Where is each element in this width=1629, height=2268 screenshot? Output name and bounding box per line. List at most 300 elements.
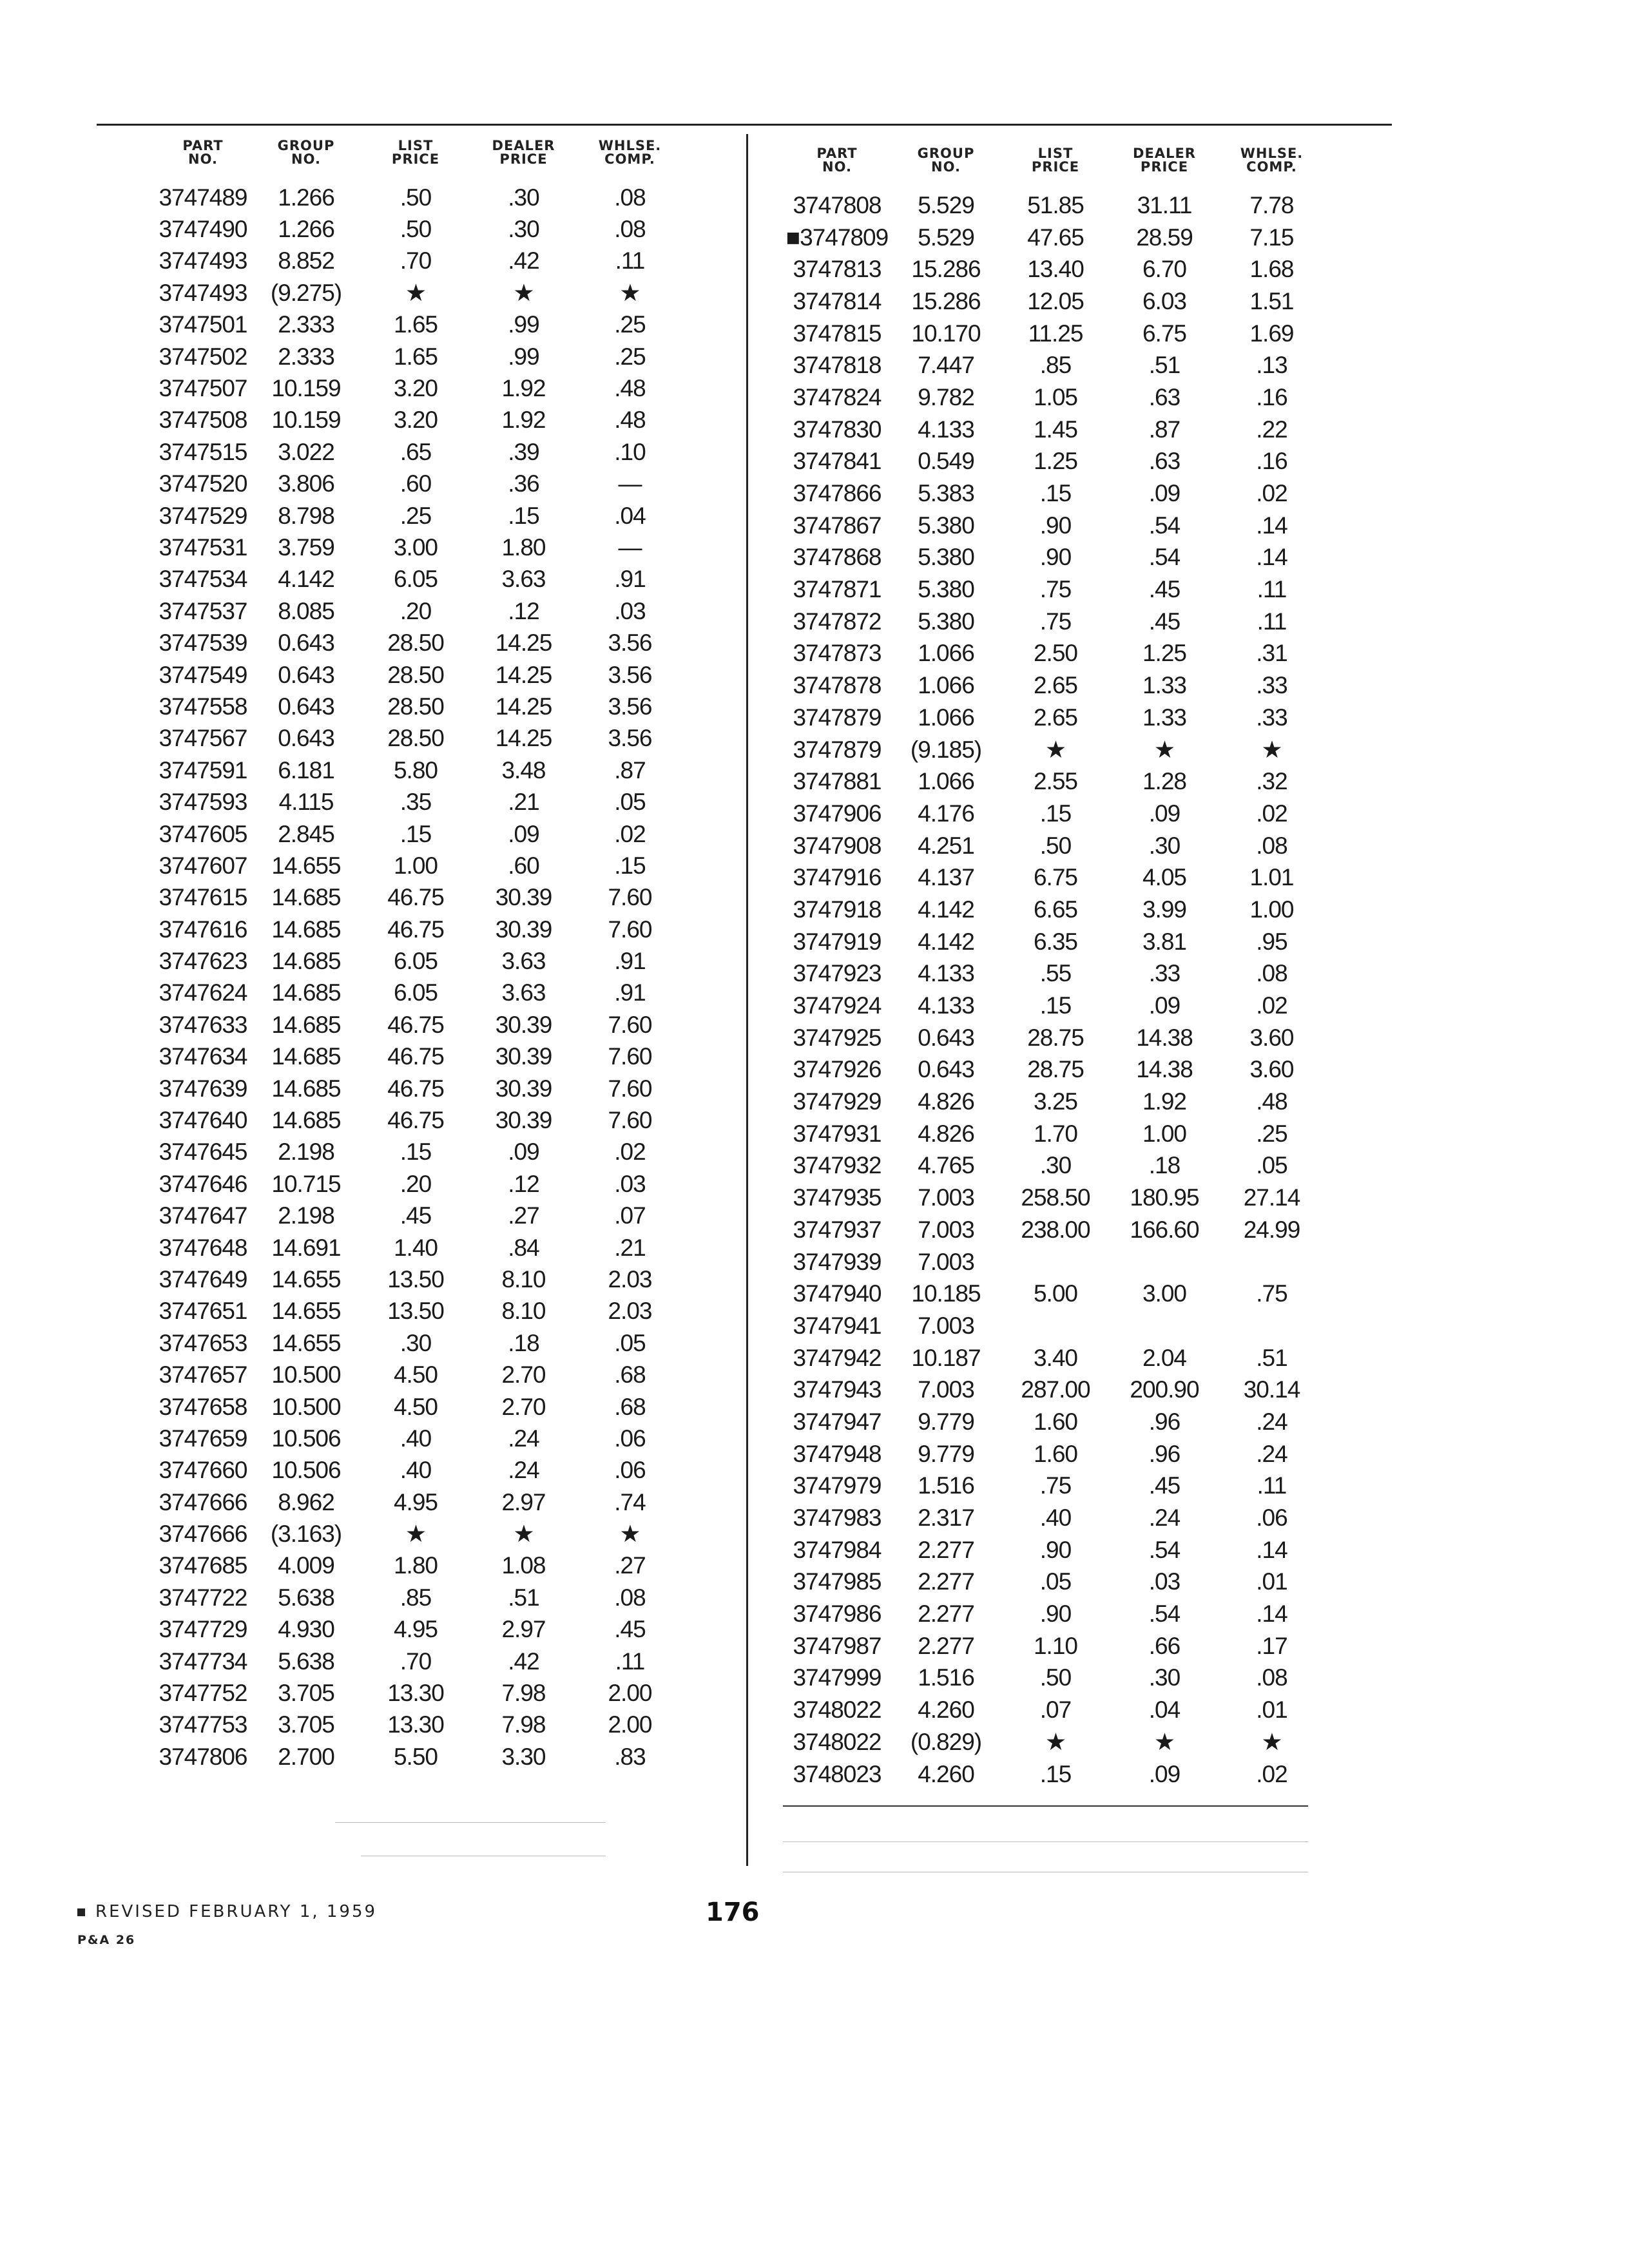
cell-list-price: .75 [1039, 1472, 1072, 1499]
table-row [783, 1214, 1325, 1246]
cell-group-no: 7.447 [918, 352, 974, 379]
table-row [155, 1486, 683, 1518]
cell-whlse-comp: .21 [614, 1234, 646, 1261]
table-row [783, 1502, 1325, 1534]
cell-dealer-price: 6.75 [1142, 320, 1186, 347]
cell-dealer-price: .51 [1148, 352, 1181, 379]
cell-part-no: 3747623 [159, 948, 247, 975]
cell-whlse-comp: 3.60 [1249, 1024, 1294, 1051]
cell-part-no: 3747753 [159, 1711, 247, 1738]
cell-group-no: (0.829) [910, 1728, 982, 1755]
cell-whlse-comp: .91 [614, 979, 646, 1006]
cell-whlse-comp: .04 [614, 502, 646, 529]
cell-dealer-price: .04 [1148, 1696, 1181, 1724]
cell-whlse-comp: .11 [615, 247, 645, 274]
faint-rule [335, 1822, 606, 1823]
cell-group-no: 15.286 [911, 256, 981, 283]
cell-part-no: 3747734 [159, 1648, 247, 1675]
cell-part-no: 3747520 [159, 470, 247, 497]
cell-whlse-comp: ★ [619, 1521, 641, 1548]
cell-whlse-comp: .83 [614, 1743, 646, 1770]
cell-part-no: 3747924 [793, 992, 882, 1019]
cell-dealer-price: 1.00 [1142, 1120, 1186, 1147]
cell-part-no: 3747666 [159, 1488, 247, 1515]
cell-group-no: 1.066 [918, 768, 974, 795]
cell-list-price: .30 [1039, 1152, 1072, 1179]
cell-dealer-price: .15 [508, 502, 539, 529]
header-part-no: PART NO. [816, 146, 858, 175]
cell-list-price: 28.50 [387, 629, 444, 657]
cell-dealer-price: 1.80 [501, 533, 546, 561]
cell-whlse-comp: .17 [1256, 1632, 1287, 1659]
cell-list-price: 6.75 [1033, 864, 1077, 891]
header-dealer-price: DEALER PRICE [1133, 146, 1196, 175]
table-row [155, 1168, 683, 1200]
cell-list-price: 6.65 [1033, 896, 1077, 923]
cell-whlse-comp: 30.14 [1243, 1376, 1300, 1403]
table-row [783, 1534, 1325, 1566]
cell-whlse-comp: — [618, 533, 642, 561]
cell-part-no: 3747999 [793, 1664, 882, 1691]
cell-part-no: 3747818 [793, 352, 882, 379]
cell-part-no: 3748023 [793, 1760, 882, 1787]
cell-group-no: 10.500 [271, 1361, 341, 1389]
cell-group-no: 10.185 [911, 1280, 981, 1307]
cell-part-no: 3747515 [159, 438, 247, 465]
cell-part-no: 3747490 [159, 216, 247, 243]
cell-group-no: 10.500 [271, 1393, 341, 1420]
cell-part-no: 3747813 [793, 256, 882, 283]
cell-group-no: 3.806 [278, 470, 334, 497]
cell-part-no: 3747489 [159, 184, 247, 211]
cell-group-no: 8.852 [278, 247, 334, 274]
cell-group-no: 14.655 [271, 1265, 341, 1293]
cell-group-no: 10.506 [271, 1457, 341, 1484]
cell-part-no: 3747873 [793, 640, 882, 667]
table-row [783, 894, 1325, 926]
cell-part-no: 3747549 [159, 661, 247, 688]
cell-dealer-price: 1.92 [1142, 1088, 1186, 1115]
cell-dealer-price: .63 [1148, 383, 1181, 410]
cell-part-no: 3747916 [793, 864, 882, 891]
cell-part-no: ■3747809 [786, 224, 889, 251]
cell-group-no: 6.181 [278, 756, 334, 783]
table-row [155, 691, 683, 722]
cell-list-price: .15 [1039, 1760, 1072, 1787]
cell-dealer-price: ★ [1153, 1728, 1175, 1755]
cell-dealer-price: 1.33 [1142, 672, 1186, 699]
cell-list-price: .85 [400, 1584, 432, 1611]
cell-part-no: 3747666 [159, 1521, 247, 1548]
cell-part-no: 3747648 [159, 1234, 247, 1261]
cell-dealer-price: .36 [508, 470, 539, 497]
cell-list-price: .50 [400, 184, 432, 211]
cell-whlse-comp: .08 [1256, 1664, 1287, 1691]
cell-dealer-price: .39 [508, 438, 539, 465]
cell-dealer-price: .24 [1148, 1504, 1181, 1532]
cell-dealer-price: 200.90 [1130, 1376, 1199, 1403]
cell-whlse-comp: .01 [1256, 1568, 1287, 1595]
cell-group-no: 14.655 [271, 1329, 341, 1356]
cell-whlse-comp: 3.56 [608, 725, 652, 752]
cell-list-price: 1.60 [1033, 1408, 1077, 1435]
cell-list-price: .25 [400, 502, 432, 529]
cell-part-no: 3747830 [793, 416, 882, 443]
cell-list-price: 51.85 [1027, 191, 1084, 218]
cell-part-no: 3747906 [793, 800, 882, 827]
top-rule [97, 124, 1392, 126]
cell-dealer-price: .42 [508, 1648, 539, 1675]
cell-group-no: 10.715 [271, 1170, 341, 1197]
cell-group-no: 4.251 [918, 832, 974, 859]
cell-group-no: 4.142 [918, 896, 974, 923]
cell-dealer-price: .45 [1148, 576, 1181, 603]
cell-whlse-comp: ★ [1261, 736, 1282, 763]
cell-whlse-comp: .11 [1257, 608, 1287, 635]
cell-group-no: 1.066 [918, 704, 974, 731]
cell-list-price: .45 [400, 1202, 432, 1229]
cell-dealer-price: 28.59 [1136, 224, 1193, 251]
cell-whlse-comp: .08 [614, 1584, 646, 1611]
table-row [783, 1694, 1325, 1726]
cell-dealer-price: 3.99 [1142, 896, 1186, 923]
cell-list-price: 1.60 [1033, 1440, 1077, 1467]
left-price-table [155, 139, 683, 1773]
cell-part-no: 3747646 [159, 1170, 247, 1197]
cell-group-no: 4.133 [918, 960, 974, 987]
cell-dealer-price: .96 [1148, 1440, 1181, 1467]
cell-list-price: .15 [400, 820, 432, 847]
cell-dealer-price: 14.38 [1136, 1024, 1193, 1051]
cell-part-no: 3748022 [793, 1696, 882, 1724]
cell-part-no: 3747943 [793, 1376, 882, 1403]
header-list-price: LIST PRICE [391, 138, 440, 167]
cell-dealer-price: .09 [508, 1139, 539, 1166]
cell-group-no: 14.685 [271, 1107, 341, 1134]
cell-list-price: 2.65 [1033, 672, 1077, 699]
cell-list-price: .90 [1039, 1600, 1072, 1628]
cell-part-no: 3747806 [159, 1743, 247, 1770]
cell-list-price: 2.50 [1033, 640, 1077, 667]
cell-dealer-price: 6.70 [1142, 256, 1186, 283]
cell-dealer-price: 31.11 [1137, 191, 1192, 218]
cell-whlse-comp: .91 [614, 948, 646, 975]
cell-whlse-comp: .25 [614, 343, 646, 370]
cell-list-price: 47.65 [1027, 224, 1084, 251]
cell-list-price: 1.40 [393, 1234, 438, 1261]
cell-whlse-comp: .48 [614, 375, 646, 402]
cell-list-price: 6.05 [393, 566, 438, 593]
cell-dealer-price: .87 [1148, 416, 1181, 443]
cell-whlse-comp: .22 [1256, 416, 1287, 443]
cell-group-no: 4.133 [918, 992, 974, 1019]
cell-group-no: 2.333 [278, 311, 334, 338]
cell-dealer-price: .96 [1148, 1408, 1181, 1435]
cell-list-price: .50 [1039, 832, 1072, 859]
header-whlse-comp: WHLSE. COMP. [598, 138, 662, 167]
cell-list-price: 1.25 [1033, 448, 1077, 475]
cell-list-price: 13.50 [387, 1265, 444, 1293]
cell-part-no: 3747501 [159, 311, 247, 338]
cell-part-no: 3747935 [793, 1184, 882, 1211]
table-row [783, 1086, 1325, 1118]
table-row [783, 669, 1325, 702]
form-code: P&A 26 [77, 1933, 136, 1947]
cell-whlse-comp: .95 [1256, 928, 1287, 955]
cell-whlse-comp: .51 [1256, 1344, 1287, 1371]
cell-group-no: 4.142 [918, 928, 974, 955]
cell-list-price: 287.00 [1021, 1376, 1090, 1403]
cell-dealer-price: .63 [1148, 448, 1181, 475]
cell-part-no: 3747986 [793, 1600, 882, 1628]
cell-part-no: 3747651 [159, 1298, 247, 1325]
table-row [155, 1614, 683, 1646]
cell-whlse-comp: .08 [614, 216, 646, 243]
cell-list-price: 28.50 [387, 693, 444, 720]
header-whlse-comp: WHLSE. COMP. [1240, 146, 1304, 175]
cell-dealer-price: 2.97 [501, 1488, 546, 1515]
cell-group-no: 14.685 [271, 916, 341, 943]
cell-group-no: 10.159 [271, 407, 341, 434]
table-row [155, 1709, 683, 1741]
cell-list-price: .65 [400, 438, 432, 465]
table-row [155, 564, 683, 595]
cell-dealer-price: .09 [1148, 480, 1181, 507]
cell-part-no: 3747567 [159, 725, 247, 752]
cell-whlse-comp: ★ [1261, 1728, 1282, 1755]
table-row [783, 1022, 1325, 1054]
table-row [783, 446, 1325, 478]
table-row [155, 818, 683, 850]
table-row [783, 638, 1325, 670]
table-row [783, 1758, 1325, 1791]
cell-group-no: 2.277 [918, 1536, 974, 1563]
cell-group-no: 14.655 [271, 852, 341, 879]
cell-whlse-comp: .45 [614, 1616, 646, 1643]
header-group-no: GROUP NO. [917, 146, 975, 175]
cell-whlse-comp: 2.03 [608, 1298, 652, 1325]
cell-dealer-price: .09 [1148, 992, 1181, 1019]
cell-dealer-price: .45 [1148, 1472, 1181, 1499]
cell-part-no: 3747815 [793, 320, 882, 347]
header-part-no: PART NO. [182, 138, 224, 167]
cell-list-price: .75 [1039, 576, 1072, 603]
cell-list-price: .70 [400, 247, 432, 274]
cell-group-no: 7.003 [918, 1312, 974, 1339]
table-row [155, 309, 683, 341]
cell-part-no: 3747502 [159, 343, 247, 370]
cell-group-no: 4.826 [918, 1088, 974, 1115]
cell-group-no: 7.003 [918, 1376, 974, 1403]
cell-part-no: 3747685 [159, 1552, 247, 1579]
cell-whlse-comp: 24.99 [1243, 1216, 1300, 1243]
cell-part-no: 3747808 [793, 191, 882, 218]
table-row [783, 542, 1325, 574]
cell-whlse-comp: 3.60 [1249, 1056, 1294, 1083]
cell-list-price: .90 [1039, 1536, 1072, 1563]
table-row [155, 468, 683, 500]
cell-list-price: 11.25 [1028, 320, 1083, 347]
table-row [155, 1200, 683, 1232]
cell-group-no: 10.159 [271, 375, 341, 402]
table-row [155, 1104, 683, 1136]
table-row [155, 1073, 683, 1104]
cell-part-no: 3747931 [793, 1120, 882, 1147]
cell-part-no: 3747878 [793, 672, 882, 699]
table-row [155, 1550, 683, 1582]
cell-whlse-comp: .25 [614, 311, 646, 338]
cell-group-no: 14.655 [271, 1298, 341, 1325]
cell-dealer-price: .09 [508, 820, 539, 847]
table-row [155, 627, 683, 658]
cell-part-no: 3747660 [159, 1457, 247, 1484]
cell-dealer-price: 8.10 [501, 1298, 546, 1325]
cell-group-no: 14.685 [271, 1011, 341, 1038]
cell-whlse-comp: 2.00 [608, 1711, 652, 1738]
table-row [783, 830, 1325, 862]
cell-whlse-comp: 2.00 [608, 1680, 652, 1707]
cell-whlse-comp: .10 [614, 438, 646, 465]
header-group-no: GROUP NO. [277, 138, 335, 167]
cell-dealer-price: .51 [508, 1584, 539, 1611]
table-row [155, 182, 683, 213]
cell-dealer-price: 2.70 [501, 1393, 546, 1420]
cell-dealer-price: .54 [1148, 544, 1181, 571]
cell-part-no: 3747867 [793, 512, 882, 539]
cell-whlse-comp: .02 [1256, 992, 1287, 1019]
cell-part-no: 3747824 [793, 383, 882, 410]
cell-list-price: 1.45 [1033, 416, 1077, 443]
cell-dealer-price: .60 [508, 852, 539, 879]
cell-group-no: 7.003 [918, 1216, 974, 1243]
cell-part-no: 3747645 [159, 1139, 247, 1166]
cell-group-no: 5.638 [278, 1584, 334, 1611]
cell-dealer-price: 30.39 [495, 1043, 552, 1070]
cell-group-no: 0.643 [278, 693, 334, 720]
table-row [155, 754, 683, 786]
cell-dealer-price: .27 [508, 1202, 539, 1229]
cell-whlse-comp: 3.56 [608, 661, 652, 688]
cell-part-no: 3747508 [159, 407, 247, 434]
cell-dealer-price: 1.08 [501, 1552, 546, 1579]
cell-list-price: .40 [1039, 1504, 1072, 1532]
cell-list-price: .50 [400, 216, 432, 243]
cell-dealer-price: 166.60 [1130, 1216, 1199, 1243]
cell-group-no: 10.187 [911, 1344, 981, 1371]
cell-whlse-comp: .25 [1256, 1120, 1287, 1147]
table-row [155, 659, 683, 691]
cell-part-no: 3747591 [159, 756, 247, 783]
cell-whlse-comp: .14 [1256, 1600, 1287, 1628]
cell-dealer-price: 30.39 [495, 1107, 552, 1134]
cell-list-price: 46.75 [387, 1075, 444, 1102]
cell-group-no: 4.137 [918, 864, 974, 891]
cell-whlse-comp: .03 [614, 597, 646, 624]
cell-group-no: 1.516 [918, 1472, 974, 1499]
table-row [783, 189, 1325, 222]
cell-group-no: 1.266 [278, 184, 334, 211]
table-row [783, 318, 1325, 350]
cell-whlse-comp: ★ [619, 279, 641, 306]
cell-group-no: 3.705 [278, 1680, 334, 1707]
cell-group-no: 1.066 [918, 672, 974, 699]
cell-dealer-price: .09 [1148, 1760, 1181, 1787]
cell-part-no: 3747984 [793, 1536, 882, 1563]
cell-dealer-price: .30 [508, 184, 539, 211]
cell-group-no: 10.506 [271, 1425, 341, 1452]
cell-part-no: 3747493 [159, 279, 247, 306]
cell-part-no: 3747529 [159, 502, 247, 529]
table-row [783, 349, 1325, 381]
cell-part-no: 3747593 [159, 789, 247, 816]
cell-group-no: 14.685 [271, 1075, 341, 1102]
cell-dealer-price: .45 [1148, 608, 1181, 635]
right-table-header [783, 147, 1325, 189]
table-row [155, 1327, 683, 1359]
table-row [155, 1296, 683, 1327]
revised-marker-icon [77, 1908, 85, 1916]
table-row [155, 405, 683, 436]
cell-group-no: 4.115 [278, 789, 334, 816]
cell-whlse-comp: .75 [1256, 1280, 1287, 1307]
cell-whlse-comp: .02 [1256, 1760, 1287, 1787]
cell-part-no: 3747948 [793, 1440, 882, 1467]
right-price-table [783, 147, 1325, 1790]
cell-dealer-price: 2.70 [501, 1361, 546, 1389]
cell-dealer-price: ★ [513, 279, 534, 306]
cell-list-price: 6.05 [393, 948, 438, 975]
cell-part-no: 3747624 [159, 979, 247, 1006]
table-row [155, 1741, 683, 1773]
cell-list-price: ★ [405, 1521, 427, 1548]
cell-whlse-comp: 27.14 [1243, 1184, 1300, 1211]
cell-whlse-comp: .32 [1256, 768, 1287, 795]
cell-dealer-price: 14.25 [495, 661, 552, 688]
table-row [783, 1630, 1325, 1662]
cell-group-no: 5.529 [918, 224, 974, 251]
cell-part-no: 3747985 [793, 1568, 882, 1595]
cell-part-no: 3747657 [159, 1361, 247, 1389]
cell-list-price: 1.00 [393, 852, 438, 879]
cell-dealer-price: 180.95 [1130, 1184, 1199, 1211]
table-row [155, 1232, 683, 1264]
cell-list-price: 28.50 [387, 725, 444, 752]
cell-list-price: 46.75 [387, 1043, 444, 1070]
table-row [783, 1566, 1325, 1599]
cell-whlse-comp: .33 [1256, 672, 1287, 699]
cell-dealer-price: 30.39 [495, 1075, 552, 1102]
cell-list-price: 258.50 [1021, 1184, 1090, 1211]
table-row [783, 573, 1325, 606]
table-row [783, 765, 1325, 798]
table-row [783, 990, 1325, 1022]
cell-part-no: 3747987 [793, 1632, 882, 1659]
cell-part-no: 3747722 [159, 1584, 247, 1611]
cell-dealer-price: 30.39 [495, 1011, 552, 1038]
cell-dealer-price: 4.05 [1142, 864, 1186, 891]
cell-dealer-price: ★ [513, 1521, 534, 1548]
table-row [783, 253, 1325, 285]
cell-whlse-comp: .15 [614, 852, 646, 879]
cell-whlse-comp: .08 [1256, 832, 1287, 859]
cell-dealer-price: .84 [508, 1234, 539, 1261]
cell-group-no: 3.759 [278, 533, 334, 561]
cell-part-no: 3747979 [793, 1472, 882, 1499]
cell-dealer-price: 6.03 [1142, 287, 1186, 314]
cell-dealer-price: 1.92 [501, 375, 546, 402]
cell-group-no: 8.962 [278, 1488, 334, 1515]
cell-whlse-comp: .05 [614, 789, 646, 816]
